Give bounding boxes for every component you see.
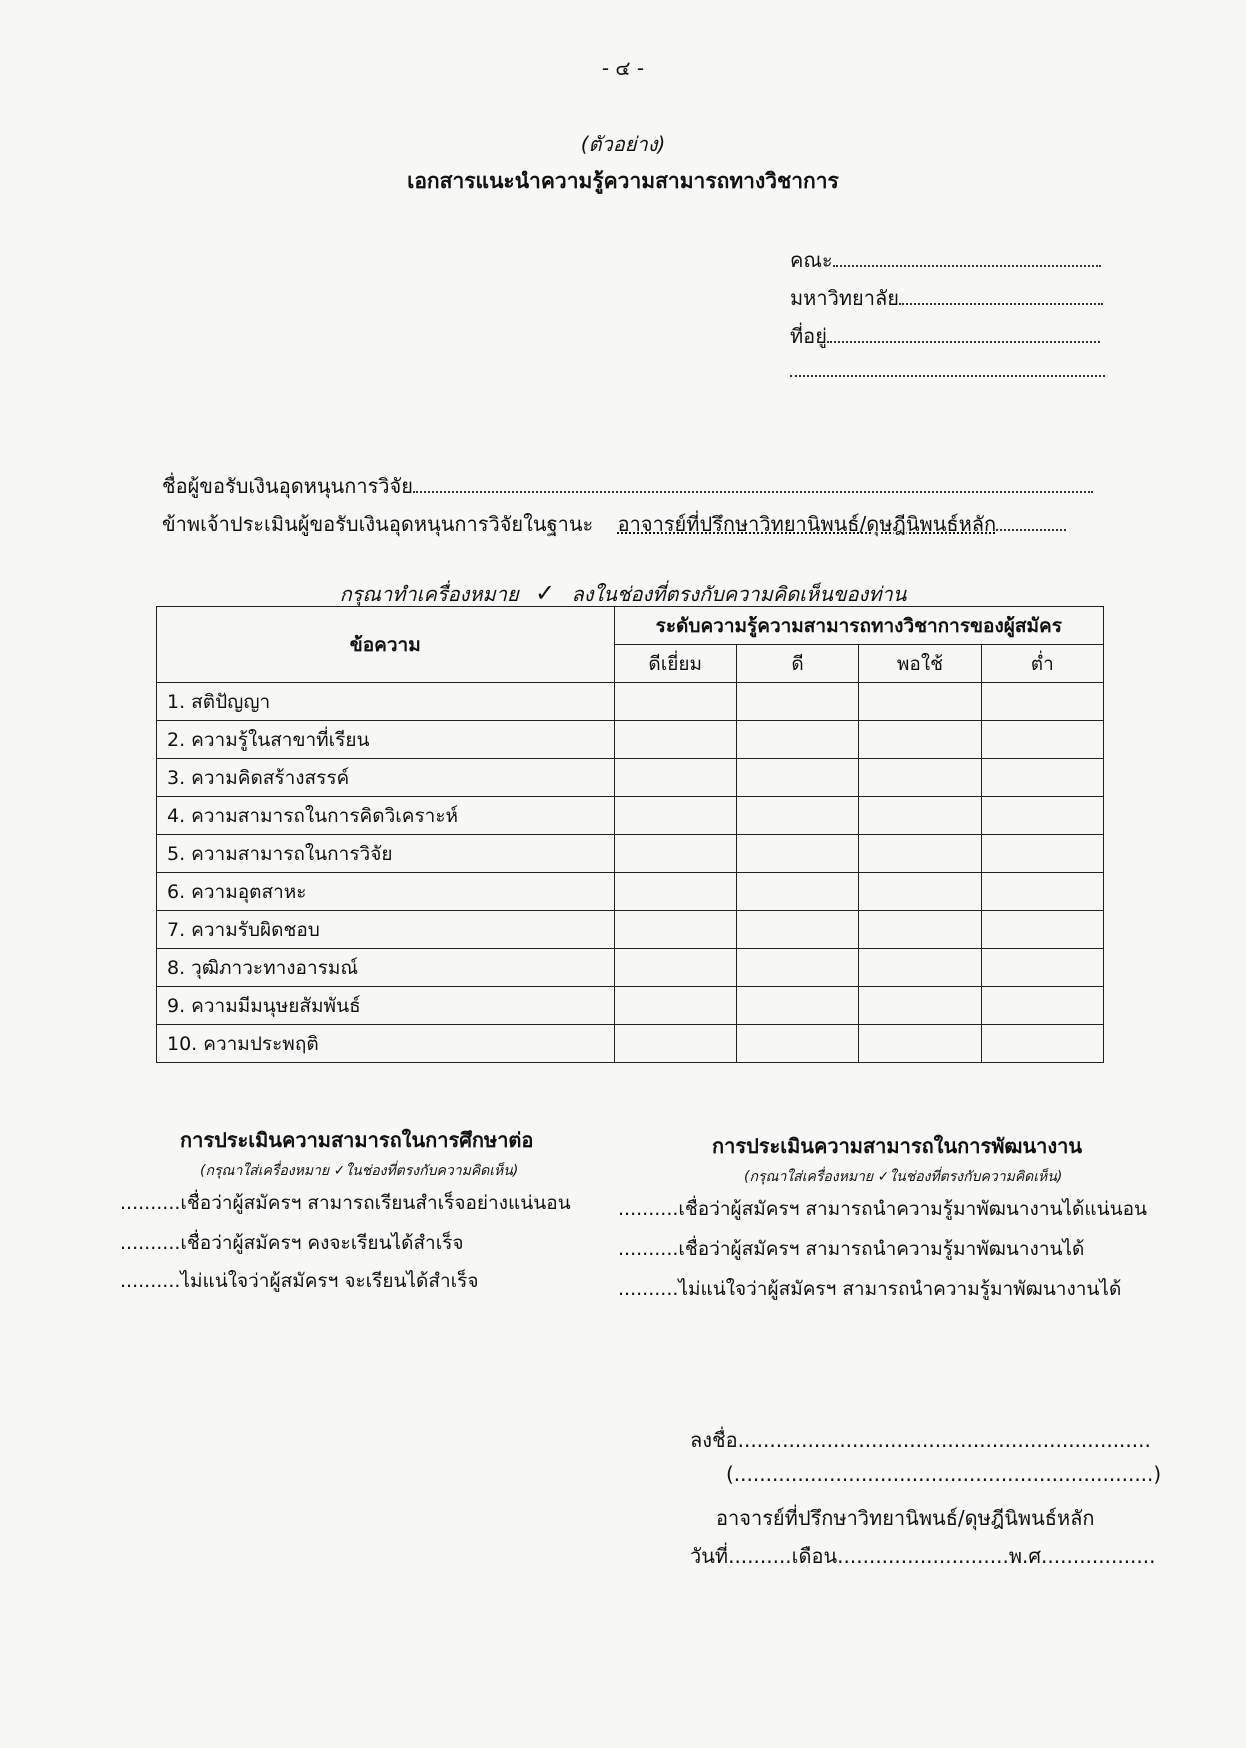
rating-cell[interactable] [859, 835, 981, 873]
rating-cell[interactable] [859, 873, 981, 911]
example-label: (ตัวอย่าง) [580, 132, 666, 156]
table-row [157, 683, 1104, 721]
row-label: 2. ความรู้ในสาขาที่เรียน [157, 721, 615, 759]
table-row [157, 873, 1104, 911]
row-label: 1. สติปัญญา [157, 683, 615, 721]
rating-cell[interactable] [859, 759, 981, 797]
applicant-name-field [162, 470, 1093, 502]
row-label: 7. ความรับผิดชอบ [157, 911, 615, 949]
table-row [157, 1025, 1104, 1063]
signature-date[interactable]: วันที่..........เดือน...........................พ.ศ.................. [690, 1544, 1156, 1568]
work-option-3[interactable]: ..........ไม่แน่ใจว่าผู้สมัครฯ สามารถนำความรู้มาพัฒนางานได้ [618, 1278, 1122, 1300]
signature-name[interactable]: (..................................................................) [726, 1462, 1162, 1486]
rating-cell[interactable] [859, 949, 981, 987]
rating-cell[interactable] [736, 1025, 858, 1063]
faculty-label: คณะ [790, 248, 833, 272]
signature-position: อาจารย์ที่ปรึกษาวิทยานิพนธ์/ดุษฎีนิพนธ์หลัก [716, 1506, 1095, 1530]
rating-cell[interactable] [859, 987, 981, 1025]
rating-cell[interactable] [981, 873, 1103, 911]
row-label: 5. ความสามารถในการวิจัย [157, 835, 615, 873]
table-row [157, 911, 1104, 949]
study-option-2[interactable]: ..........เชื่อว่าผู้สมัครฯ คงจะเรียนได้สำเร็จ [120, 1232, 464, 1254]
rating-cell[interactable] [736, 987, 858, 1025]
study-option-3[interactable]: ..........ไม่แน่ใจว่าผู้สมัครฯ จะเรียนได้สำเร็จ [120, 1270, 479, 1292]
rating-cell[interactable] [614, 683, 736, 721]
rating-cell[interactable] [736, 873, 858, 911]
row-label: 9. ความมีมนุษยสัมพันธ์ [157, 987, 615, 1025]
instruction-after: ลงในช่องที่ตรงกับความคิดเห็นของท่าน [571, 582, 907, 606]
level-header-fair: พอใช้ [859, 645, 981, 683]
table-row [157, 987, 1104, 1025]
rating-cell[interactable] [614, 949, 736, 987]
university-blank[interactable] [899, 289, 1103, 305]
study-section-note: (กรุณาใส่เครื่องหมาย ✓ในช่องที่ตรงกับความคิดเห็น) [200, 1163, 519, 1179]
rating-cell[interactable] [981, 949, 1103, 987]
evaluator-prefix: ข้าพเจ้าประเมินผู้ขอรับเงินอุดหนุนการวิจัยในฐานะ [162, 512, 594, 536]
level-header-low: ต่ำ [981, 645, 1103, 683]
col-group-header: ระดับความรู้ความสามารถทางวิชาการของผู้สมัคร [614, 607, 1103, 645]
applicant-blank[interactable] [413, 477, 1093, 493]
row-label: 10. ความประพฤติ [157, 1025, 615, 1063]
rating-cell[interactable] [614, 835, 736, 873]
table-row [157, 835, 1104, 873]
applicant-label: ชื่อผู้ขอรับเงินอุดหนุนการวิจัย [162, 474, 413, 498]
table-row [157, 721, 1104, 759]
instruction-before: กรุณาทำเครื่องหมาย [339, 582, 519, 606]
rating-cell[interactable] [736, 949, 858, 987]
rating-cell[interactable] [981, 797, 1103, 835]
address-field [790, 320, 1100, 352]
rating-cell[interactable] [981, 835, 1103, 873]
row-label: 8. วุฒิภาวะทางอารมณ์ [157, 949, 615, 987]
university-label: มหาวิทยาลัย [790, 286, 899, 310]
table-row [157, 797, 1104, 835]
rating-cell[interactable] [859, 911, 981, 949]
rating-cell[interactable] [736, 683, 858, 721]
document-title: เอกสารแนะนำความรู้ความสามารถทางวิชาการ [407, 169, 839, 193]
rating-cell[interactable] [981, 721, 1103, 759]
row-label: 6. ความอุตสาหะ [157, 873, 615, 911]
evaluator-line [162, 508, 1066, 540]
work-section-note: (กรุณาใส่เครื่องหมาย ✓ในช่องที่ตรงกับความคิดเห็น) [744, 1169, 1063, 1185]
rating-cell[interactable] [614, 987, 736, 1025]
faculty-field [790, 244, 1101, 276]
address-blank-2[interactable] [790, 361, 1105, 377]
rating-cell[interactable] [981, 683, 1103, 721]
rating-cell[interactable] [859, 721, 981, 759]
rating-cell[interactable] [736, 797, 858, 835]
university-field [790, 282, 1103, 314]
rating-cell[interactable] [859, 683, 981, 721]
rating-cell[interactable] [614, 759, 736, 797]
study-section-title: การประเมินความสามารถในการศึกษาต่อ [180, 1128, 534, 1152]
rating-cell[interactable] [614, 721, 736, 759]
rating-cell[interactable] [981, 911, 1103, 949]
address-label: ที่อยู่ [790, 324, 827, 348]
rating-cell[interactable] [614, 873, 736, 911]
row-label: 3. ความคิดสร้างสรรค์ [157, 759, 615, 797]
table-row [157, 949, 1104, 987]
page-number: - ๔ - [601, 56, 645, 80]
rating-cell[interactable] [614, 911, 736, 949]
rating-cell[interactable] [736, 721, 858, 759]
work-option-1[interactable]: ..........เชื่อว่าผู้สมัครฯ สามารถนำความรู้มาพัฒนางานได้แน่นอน [618, 1198, 1148, 1220]
evaluator-role-blank [996, 515, 1066, 531]
rating-cell[interactable] [981, 1025, 1103, 1063]
col-item-header: ข้อความ [157, 607, 615, 683]
address-blank[interactable] [827, 327, 1100, 343]
rating-cell[interactable] [614, 797, 736, 835]
check-mark-icon: ✓ [535, 579, 556, 607]
row-label: 4. ความสามารถในการคิดวิเคราะห์ [157, 797, 615, 835]
rating-cell[interactable] [981, 987, 1103, 1025]
level-header-excellent: ดีเยี่ยม [614, 645, 736, 683]
signature-line[interactable]: ลงชื่อ................................................................. [690, 1428, 1151, 1452]
work-section-title: การประเมินความสามารถในการพัฒนางาน [712, 1134, 1083, 1158]
rating-cell[interactable] [614, 1025, 736, 1063]
work-option-2[interactable]: ..........เชื่อว่าผู้สมัครฯ สามารถนำความรู้มาพัฒนางานได้ [618, 1238, 1085, 1260]
rating-cell[interactable] [981, 759, 1103, 797]
rating-cell[interactable] [736, 759, 858, 797]
rating-cell[interactable] [736, 911, 858, 949]
evaluation-table [156, 606, 1104, 1063]
table-row [157, 759, 1104, 797]
address-field-2 [790, 358, 1105, 382]
study-option-1[interactable]: ..........เชื่อว่าผู้สมัครฯ สามารถเรียนสำเร็จอย่างแน่นอน [120, 1192, 571, 1214]
evaluator-role: อาจารย์ที่ปรึกษาวิทยานิพนธ์/ดุษฎีนิพนธ์หลัก [617, 512, 997, 536]
rating-cell[interactable] [859, 1025, 981, 1063]
faculty-blank[interactable] [833, 251, 1101, 267]
rating-cell[interactable] [736, 835, 858, 873]
rating-cell[interactable] [859, 797, 981, 835]
level-header-good: ดี [736, 645, 858, 683]
